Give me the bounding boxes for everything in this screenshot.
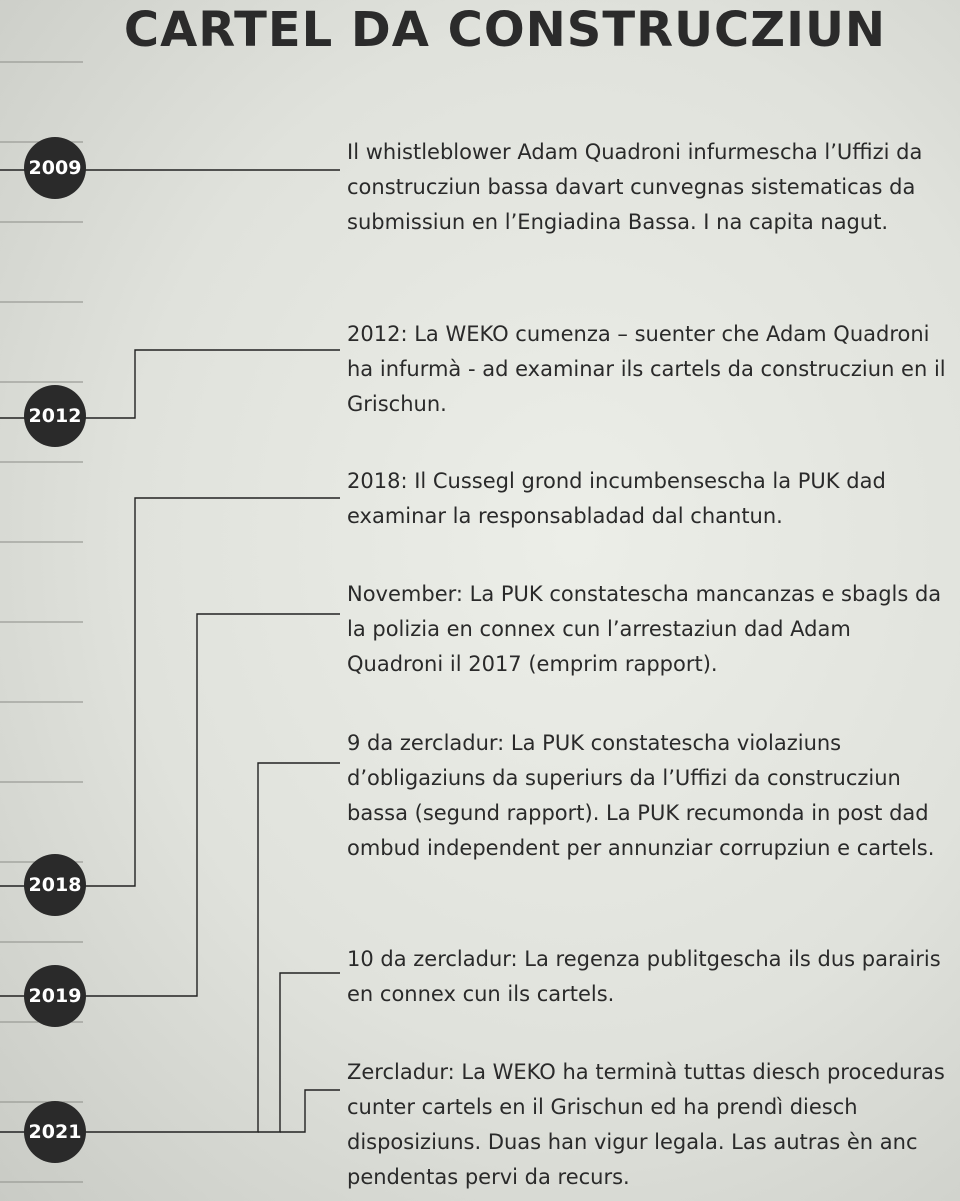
timeline-entry-6: 10 da zercladur: La regenza publitgescha ils dus parairis en connex cun ils cartels. [347,947,941,1006]
year-badge-2018: 2018 [24,854,86,916]
year-badge-2009: 2009 [24,137,86,199]
connector-2021c [280,1090,340,1132]
year-badge-2019: 2019 [24,965,86,1027]
year-badge-2021: 2021 [24,1101,86,1163]
connector-2021b [258,973,340,1132]
connector-2021a [0,763,340,1132]
connector-2019 [0,614,340,996]
connector-2018 [0,498,340,886]
page-title: CARTEL DA CONSTRUCZIUN [123,2,887,58]
timeline-entry-3: 2018: Il Cussegl grond incumbensescha la PUK dad examinar la responsabladad dal chantun. [347,469,886,528]
timeline-entry-7: Zercladur: La WEKO ha terminà tuttas diesch proceduras cunter cartels en il Grischun ed ha prendì diesch disposiziuns. Duas han vigur legala. Las autras èn anc pendentas pervi da recurs. [347,1060,945,1189]
timeline-entry-2: 2012: La WEKO cumenza – suenter che Adam Quadroni ha infurmà - ad examinar ils cartels da construcziun en il Grischun. [347,322,946,416]
timeline-entry-1: Il whistleblower Adam Quadroni infurmescha l’Uffizi da construcziun bassa davart cunvegnas sistematicas da submissiun en l’Engiadina Bassa. I na capita nagut. [347,140,923,234]
timeline-entry-4: November: La PUK constatescha mancanzas e sbagls da la polizia en connex cun l’arrestaziun dad Adam Quadroni il 2017 (emprim rapport). [347,582,942,676]
year-badge-2012: 2012 [24,385,86,447]
timeline-entry-5: 9 da zercladur: La PUK constatescha violaziuns d’obligaziuns da superiurs da l’Uffizi da construcziun bassa (segund rapport). La PUK recumonda in post dad ombud independent per annunziar corrupziun e cartels. [347,731,935,860]
